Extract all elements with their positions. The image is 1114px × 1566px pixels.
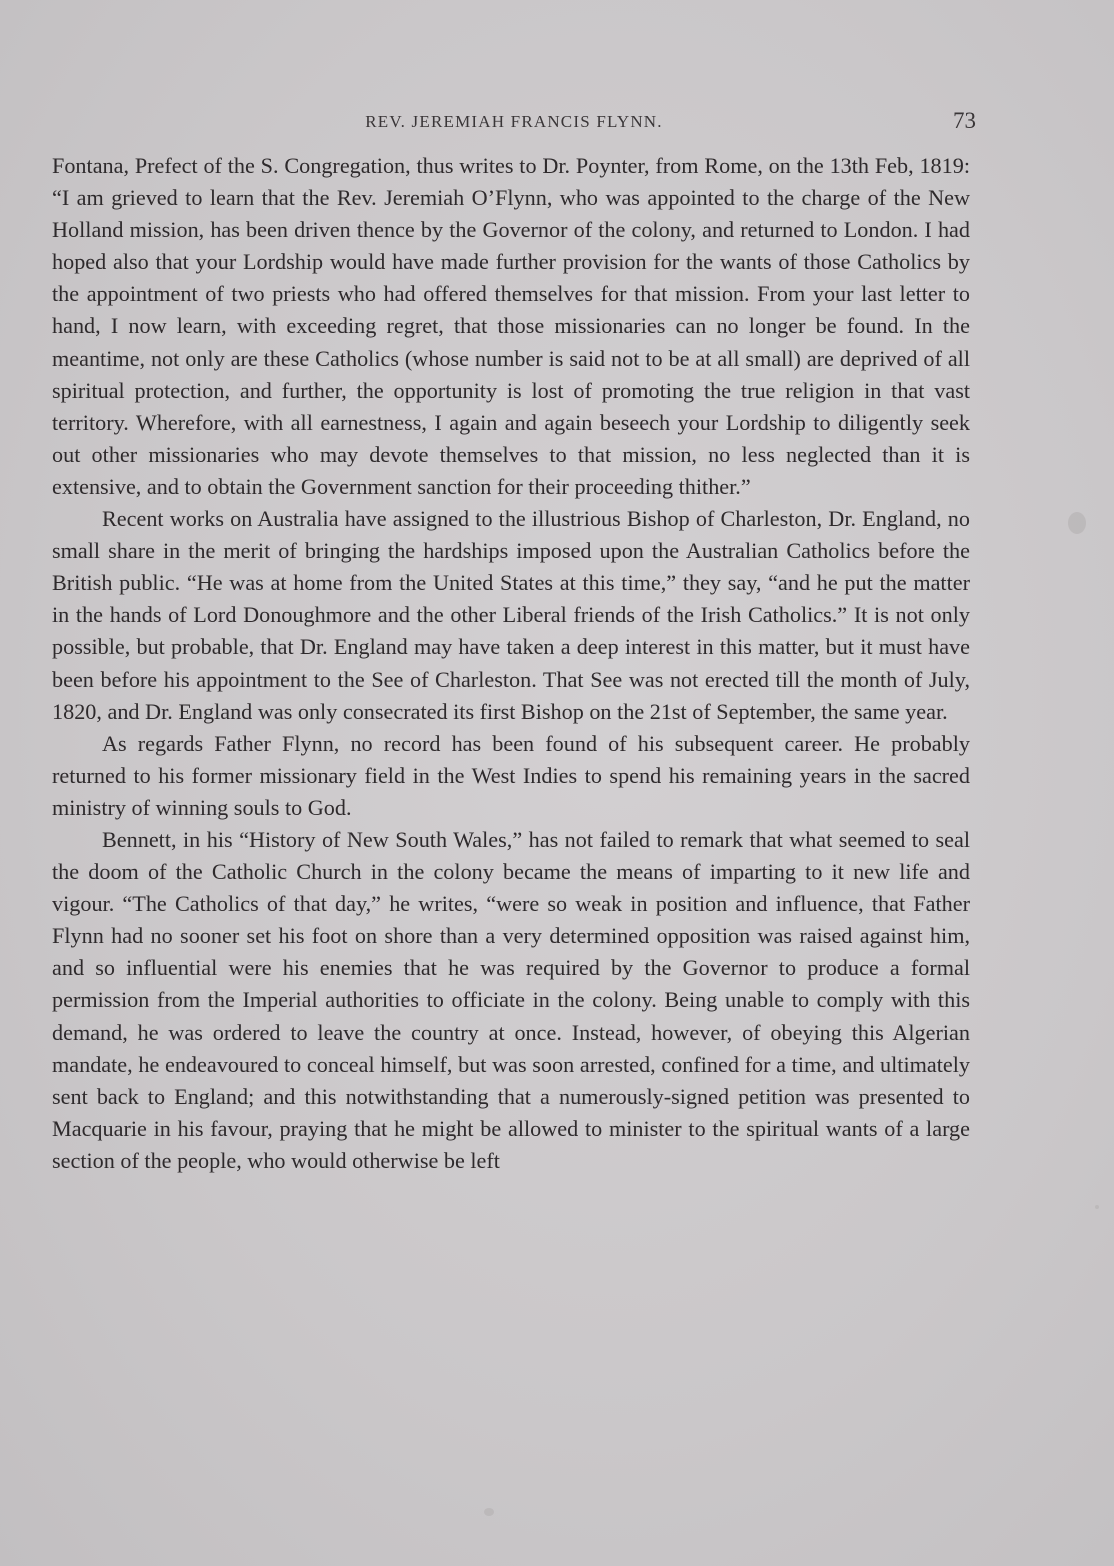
page-number: 73 xyxy=(953,108,976,133)
paragraph: Bennett, in his “History of New South Wales,” has not failed to remark that what seemed to seal the doom of the Catholic Church in the colony became the means of imparting to it new life and vigour. “The Catholics of that day,” he writes, “were so weak in position and influence, that Father Flynn had no sooner set his foot on shore than a very determined opposition was raised against him, and so influential were his enemies that he was required by the Governor to produce a formal permission from the Imperial authorities to officiate in the colony. Being unable to comply with this demand, he was ordered to leave the country at once. Instead, however, of obeying this Algerian mandate, he endeavoured to conceal himself, but was soon arrested, confined for a time, and ultimately sent back to England; and this notwithstanding that a numerously-signed petition was presented to Macquarie in his favour, praying that he might be allowed to minister to the spiritual wants of a large section of the people, who would otherwise be left xyxy=(52,826,970,1173)
running-head xyxy=(52,108,976,138)
paper-speck xyxy=(1068,512,1086,534)
paper-speck xyxy=(1095,1205,1099,1209)
running-title: REV. JEREMIAH FRANCIS FLYNN. xyxy=(365,112,663,131)
body-text xyxy=(52,150,970,1177)
paragraph: Fontana, Prefect of the S. Congregation, thus writes to Dr. Poynter, from Rome, on the 13th Feb, 1819: “I am grieved to learn that the Rev. Jeremiah O’Flynn, who was appointed to the charge of the New Holland mission, has been driven thence by the Governor of the colony, and returned to London. I had hoped also that your Lordship would have made further provision for the wants of those Catholics by the appointment of two priests who had offered themselves for that mission. From your last letter to hand, I now learn, with exceeding regret, that those missionaries can no longer be found. In the meantime, not only are these Catholics (whose number is said not to be at all small) are deprived of all spiritual protection, and further, the opportunity is lost of promoting the true religion in that vast territory. Wherefore, with all earnestness, I again and again beseech your Lordship to diligently seek out other missionaries who may devote themselves to that mission, no less neglected than it is extensive, and to obtain the Government sanction for their proceeding thither.” xyxy=(52,153,970,499)
paragraph: Recent works on Australia have assigned to the illustrious Bishop of Charleston, Dr. England, no small share in the merit of bringing the hardships imposed upon the Australian Catholics before the British public. “He was at home from the United States at this time,” they say, “and he put the matter in the hands of Lord Donoughmore and the other Liberal friends of the Irish Catholics.” It is not only possible, but probable, that Dr. England may have taken a deep interest in this matter, but it must have been before his appointment to the See of Charleston. That See was not erected till the month of July, 1820, and Dr. England was only consecrated its first Bishop on the 21st of September, the same year. xyxy=(52,506,970,724)
paragraph: As regards Father Flynn, no record has been found of his subsequent career. He probably returned to his former missionary field in the West Indies to spend his remaining years in the sacred ministry of winning souls to God. xyxy=(52,730,970,820)
paper-speck xyxy=(484,1508,494,1516)
